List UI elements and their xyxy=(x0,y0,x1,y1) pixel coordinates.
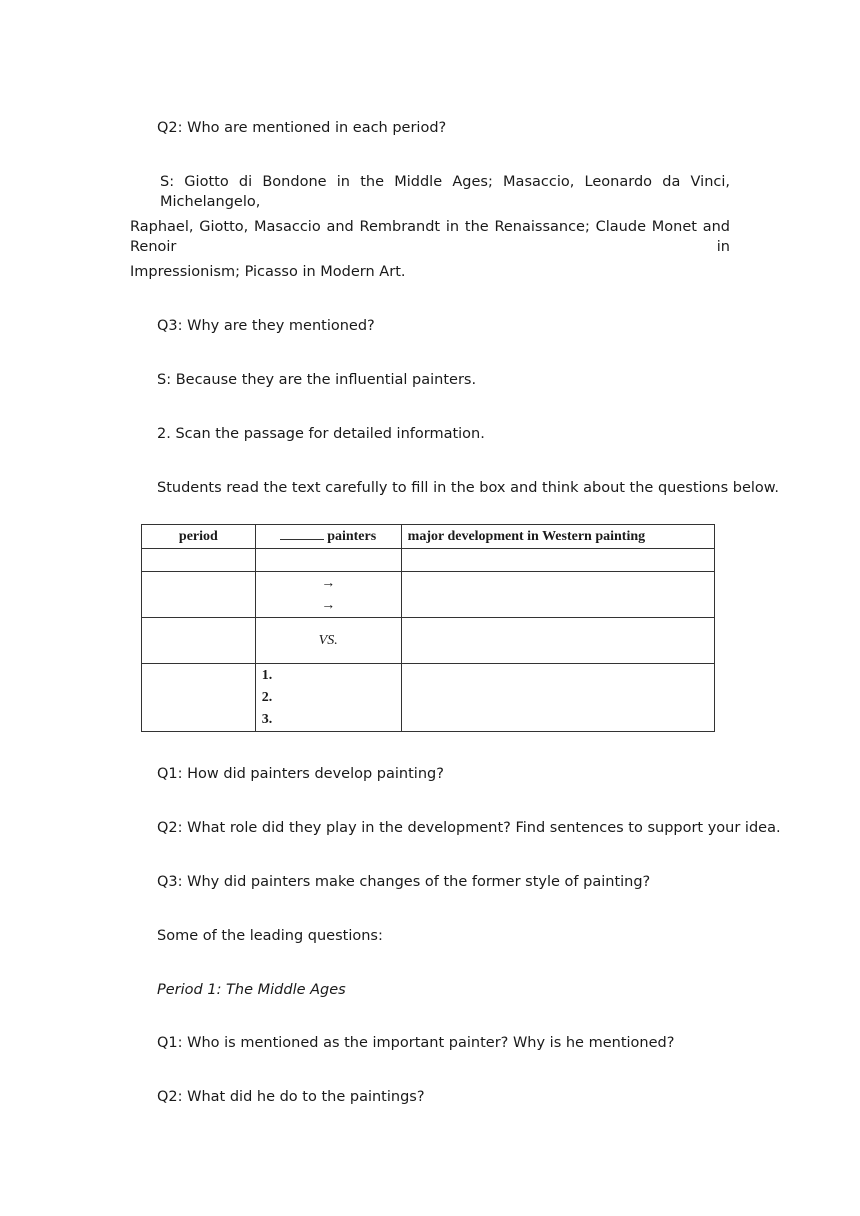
table-row xyxy=(142,618,715,664)
number-item: 3. xyxy=(261,711,273,727)
table-cell xyxy=(401,572,714,618)
period1-question-1: Q1: Who is mentioned as the important painter? Why is he mentioned? xyxy=(157,1035,675,1051)
step-scan-passage: 2. Scan the passage for detailed information. xyxy=(157,426,485,442)
answer-line-3: Impressionism; Picasso in Modern Art. xyxy=(130,264,406,280)
table-cell xyxy=(142,618,256,664)
question-why-mentioned: Q3: Why are they mentioned? xyxy=(157,318,375,334)
painting-development-table xyxy=(141,524,715,732)
numbered-cell xyxy=(255,664,401,732)
header-period: period xyxy=(142,525,256,549)
question-how-develop: Q1: How did painters develop painting? xyxy=(157,766,444,782)
instruction-fill-box: Students read the text carefully to fill in the box and think about the questions below. xyxy=(157,480,779,496)
table-cell xyxy=(142,549,256,572)
question-why-changes: Q3: Why did painters make changes of the former style of painting? xyxy=(157,874,651,890)
leading-questions-heading: Some of the leading questions: xyxy=(157,928,383,944)
question-who-mentioned: Q2: Who are mentioned in each period? xyxy=(157,120,447,136)
table-cell xyxy=(401,618,714,664)
period-1-heading: Period 1: The Middle Ages xyxy=(157,982,346,998)
answer-line-1: S: Giotto di Bondone in the Middle Ages; Masaccio, Leonardo da Vinci, Michelangelo, xyxy=(160,174,730,210)
header-painters-label: painters xyxy=(327,528,377,544)
header-painters xyxy=(255,525,401,549)
period1-question-2: Q2: What did he do to the paintings? xyxy=(157,1089,425,1105)
table-row xyxy=(142,549,715,572)
table-cell xyxy=(255,549,401,572)
arrow-right-icon: → xyxy=(321,597,336,613)
arrow-cell xyxy=(255,572,401,618)
vs-cell: VS. xyxy=(255,618,401,664)
fill-in-blank xyxy=(280,529,324,540)
number-item: 2. xyxy=(261,689,273,705)
question-what-role: Q2: What role did they play in the development? Find sentences to support your idea. xyxy=(157,820,781,836)
number-item: 1. xyxy=(261,667,273,683)
header-major-development: major development in Western painting xyxy=(401,525,714,549)
table-cell xyxy=(142,664,256,732)
table-cell xyxy=(401,549,714,572)
table-header-row xyxy=(142,525,715,549)
table-row xyxy=(142,664,715,732)
table-cell xyxy=(142,572,256,618)
table-row xyxy=(142,572,715,618)
answer-line-2: Raphael, Giotto, Masaccio and Rembrandt in the Renaissance; Claude Monet and Renoir in xyxy=(130,219,730,255)
table-cell xyxy=(401,664,714,732)
answer-influential: S: Because they are the influential painters. xyxy=(157,372,477,388)
arrow-right-icon: → xyxy=(321,575,336,591)
